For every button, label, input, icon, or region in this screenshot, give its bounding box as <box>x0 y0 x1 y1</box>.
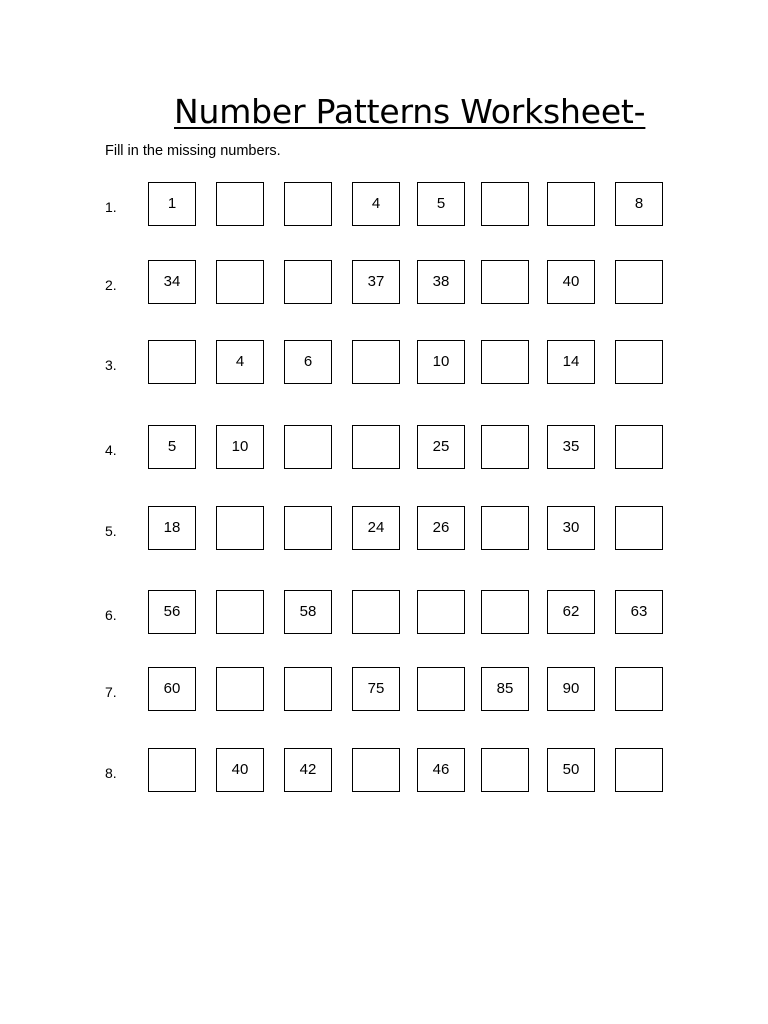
answer-box[interactable] <box>481 506 529 550</box>
answer-box[interactable] <box>417 667 465 711</box>
answer-box[interactable] <box>481 590 529 634</box>
answer-box[interactable] <box>216 182 264 226</box>
number-box: 85 <box>481 667 529 711</box>
number-box: 18 <box>148 506 196 550</box>
answer-box[interactable] <box>352 340 400 384</box>
answer-box[interactable] <box>547 182 595 226</box>
number-box: 4 <box>216 340 264 384</box>
answer-box[interactable] <box>615 506 663 550</box>
number-box: 37 <box>352 260 400 304</box>
answer-box[interactable] <box>615 260 663 304</box>
row-number-label: 5. <box>105 523 117 539</box>
number-box: 40 <box>216 748 264 792</box>
number-box: 58 <box>284 590 332 634</box>
number-box: 5 <box>148 425 196 469</box>
number-box: 90 <box>547 667 595 711</box>
number-box: 1 <box>148 182 196 226</box>
answer-box[interactable] <box>148 748 196 792</box>
number-box: 14 <box>547 340 595 384</box>
number-box: 30 <box>547 506 595 550</box>
number-box: 63 <box>615 590 663 634</box>
answer-box[interactable] <box>417 590 465 634</box>
answer-box[interactable] <box>284 260 332 304</box>
pattern-row <box>0 590 768 640</box>
row-number-label: 2. <box>105 277 117 293</box>
row-number-label: 6. <box>105 607 117 623</box>
number-box: 42 <box>284 748 332 792</box>
row-number-label: 8. <box>105 765 117 781</box>
answer-box[interactable] <box>615 340 663 384</box>
answer-box[interactable] <box>284 667 332 711</box>
answer-box[interactable] <box>216 667 264 711</box>
number-box: 4 <box>352 182 400 226</box>
pattern-row <box>0 506 768 556</box>
pattern-row <box>0 425 768 475</box>
answer-box[interactable] <box>481 182 529 226</box>
answer-box[interactable] <box>352 748 400 792</box>
row-number-label: 4. <box>105 442 117 458</box>
number-box: 34 <box>148 260 196 304</box>
pattern-row <box>0 340 768 390</box>
number-box: 26 <box>417 506 465 550</box>
number-box: 50 <box>547 748 595 792</box>
answer-box[interactable] <box>615 748 663 792</box>
number-box: 46 <box>417 748 465 792</box>
number-box: 35 <box>547 425 595 469</box>
answer-box[interactable] <box>481 425 529 469</box>
number-box: 40 <box>547 260 595 304</box>
answer-box[interactable] <box>481 260 529 304</box>
number-box: 25 <box>417 425 465 469</box>
answer-box[interactable] <box>148 340 196 384</box>
pattern-row <box>0 260 768 310</box>
number-box: 75 <box>352 667 400 711</box>
answer-box[interactable] <box>352 590 400 634</box>
number-box: 62 <box>547 590 595 634</box>
answer-box[interactable] <box>216 260 264 304</box>
number-box: 60 <box>148 667 196 711</box>
number-box: 8 <box>615 182 663 226</box>
number-box: 38 <box>417 260 465 304</box>
row-number-label: 1. <box>105 199 117 215</box>
number-box: 10 <box>417 340 465 384</box>
answer-box[interactable] <box>615 667 663 711</box>
answer-box[interactable] <box>481 748 529 792</box>
answer-box[interactable] <box>216 590 264 634</box>
number-box: 10 <box>216 425 264 469</box>
answer-box[interactable] <box>615 425 663 469</box>
page-title: Number Patterns Worksheet- <box>174 92 646 131</box>
answer-box[interactable] <box>284 506 332 550</box>
row-number-label: 7. <box>105 684 117 700</box>
number-box: 5 <box>417 182 465 226</box>
instructions-text: Fill in the missing numbers. <box>105 143 281 159</box>
answer-box[interactable] <box>284 425 332 469</box>
number-box: 24 <box>352 506 400 550</box>
number-box: 56 <box>148 590 196 634</box>
answer-box[interactable] <box>352 425 400 469</box>
pattern-row <box>0 667 768 717</box>
pattern-row <box>0 182 768 232</box>
row-number-label: 3. <box>105 357 117 373</box>
pattern-row <box>0 748 768 798</box>
answer-box[interactable] <box>481 340 529 384</box>
answer-box[interactable] <box>216 506 264 550</box>
answer-box[interactable] <box>284 182 332 226</box>
number-box: 6 <box>284 340 332 384</box>
